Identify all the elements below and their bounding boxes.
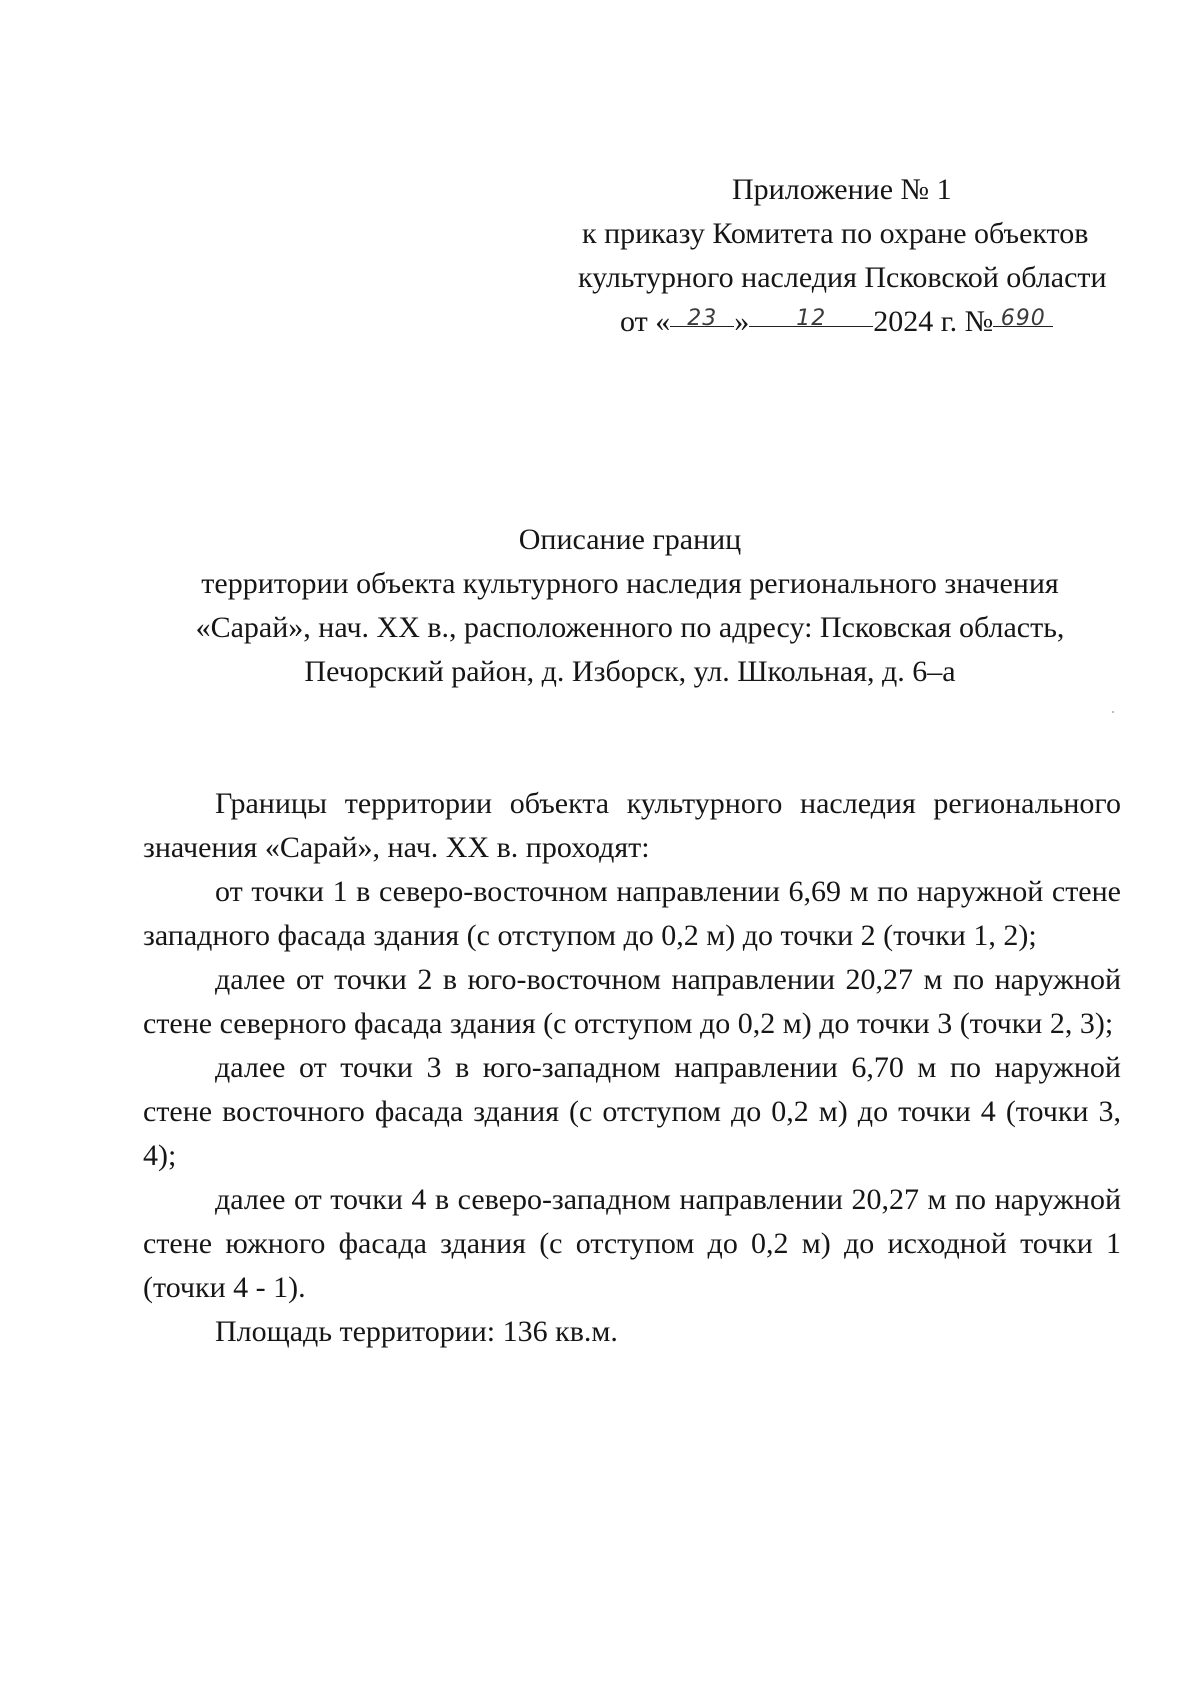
title-line-3: «Сарай», нач. XX в., расположенного по адресу: Псковская область, — [195, 611, 1065, 644]
document-title — [120, 518, 1140, 694]
area-paragraph: Площадь территории: 136 кв.м. — [215, 1315, 618, 1348]
appendix-title: Приложение № 1 — [732, 173, 952, 206]
boundary-segment-4: далее от точки 4 в северо-западном направлении 20,27 м по наружной стене южного фасада здания (с отступом до 0,2 м) до исходной точки 1 (точки 4 - 1). — [143, 1183, 1121, 1304]
title-line-2: территории объекта культурного наследия регионального значения — [201, 567, 1059, 600]
date-month-blank — [749, 300, 873, 331]
appendix-header — [560, 168, 1120, 344]
title-line-4: Печорский район, д. Изборск, ул. Школьная, д. 6–а — [304, 655, 956, 688]
title-line-1: Описание границ — [518, 523, 742, 556]
date-day-handwritten: 23 — [687, 306, 718, 331]
date-separator: » — [734, 305, 750, 338]
boundary-segment-3: далее от точки 3 в юго-западном направлении 6,70 м по наружной стене восточного фасада здания (с отступом до 0,2 м) до точки 4 (точки 3, 4); — [143, 1051, 1121, 1172]
intro-paragraph: Границы территории объекта культурного наследия регионального значения «Сарай», нач. XX в. проходят: — [143, 787, 1121, 864]
boundary-segment-2: далее от точки 2 в юго-восточном направлении 20,27 м по наружной стене северного фасада здания (с отступом до 0,2 м) до точки 3 (точки 2, 3); — [143, 963, 1121, 1040]
appendix-date-line — [560, 300, 1120, 344]
order-number-handwritten: 690 — [1000, 306, 1046, 331]
scan-speck — [1112, 711, 1114, 713]
date-month-handwritten: 12 — [796, 306, 827, 331]
document-body — [143, 782, 1121, 1354]
date-day-blank — [670, 300, 734, 331]
date-prefix: от « — [620, 305, 671, 338]
appendix-order-reference: к приказу Комитета по охране объектов — [582, 217, 1089, 250]
boundary-segment-1: от точки 1 в северо-восточном направлении 6,69 м по наружной стене западного фасада здания (с отступом до 0,2 м) до точки 2 (точки 1, 2); — [143, 875, 1121, 952]
date-year-label: 2024 г. № — [873, 305, 994, 338]
appendix-committee-region: культурного наследия Псковской области — [578, 261, 1107, 294]
order-number-blank — [993, 300, 1053, 331]
